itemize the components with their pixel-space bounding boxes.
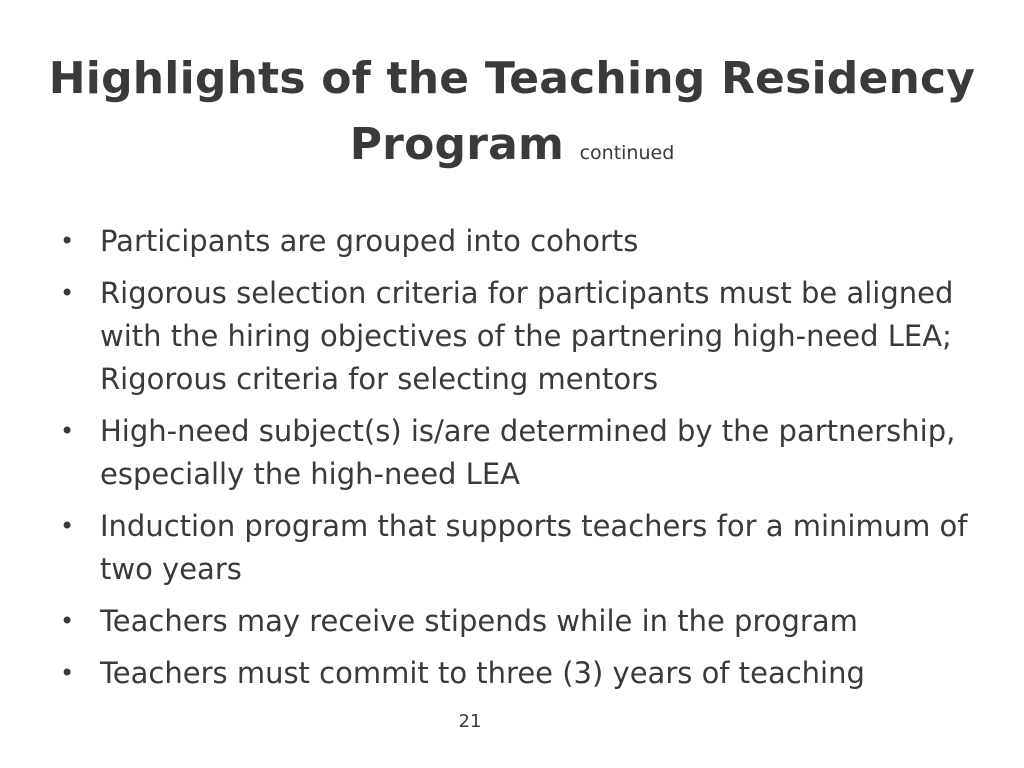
bullet-icon: • [60, 659, 75, 687]
bullet-text: Induction program that supports teachers for a minimum of two years [100, 509, 968, 586]
page-number: 21 [458, 711, 482, 732]
bullet-text: Rigorous selection criteria for participants must be aligned with the hiring objectives of the partnering high-need LEA; Rigorous criteria for selecting mentors [100, 276, 954, 396]
bullet-text: Teachers must commit to three (3) years of teaching [100, 656, 865, 690]
bullet-icon: • [60, 512, 75, 540]
bullet-item [58, 272, 978, 401]
slide-title [40, 46, 984, 186]
bullet-item [58, 410, 978, 496]
bullet-icon: • [60, 607, 75, 635]
bullet-item [58, 652, 978, 695]
bullet-item [58, 505, 978, 591]
bullet-item [58, 220, 978, 263]
slide-title-main: Highlights of the Teaching Residency Program [48, 53, 976, 170]
bullet-list [58, 220, 978, 704]
bullet-item [58, 600, 978, 643]
bullet-icon: • [60, 227, 75, 255]
bullet-text: Participants are grouped into cohorts [100, 224, 639, 258]
bullet-text: High-need subject(s) is/are determined by the partnership, especially the high-need LEA [100, 414, 956, 491]
bullet-icon: • [60, 279, 75, 307]
slide-title-suffix: continued [579, 142, 675, 164]
bullet-text: Teachers may receive stipends while in the program [100, 604, 858, 638]
bullet-icon: • [60, 417, 75, 445]
